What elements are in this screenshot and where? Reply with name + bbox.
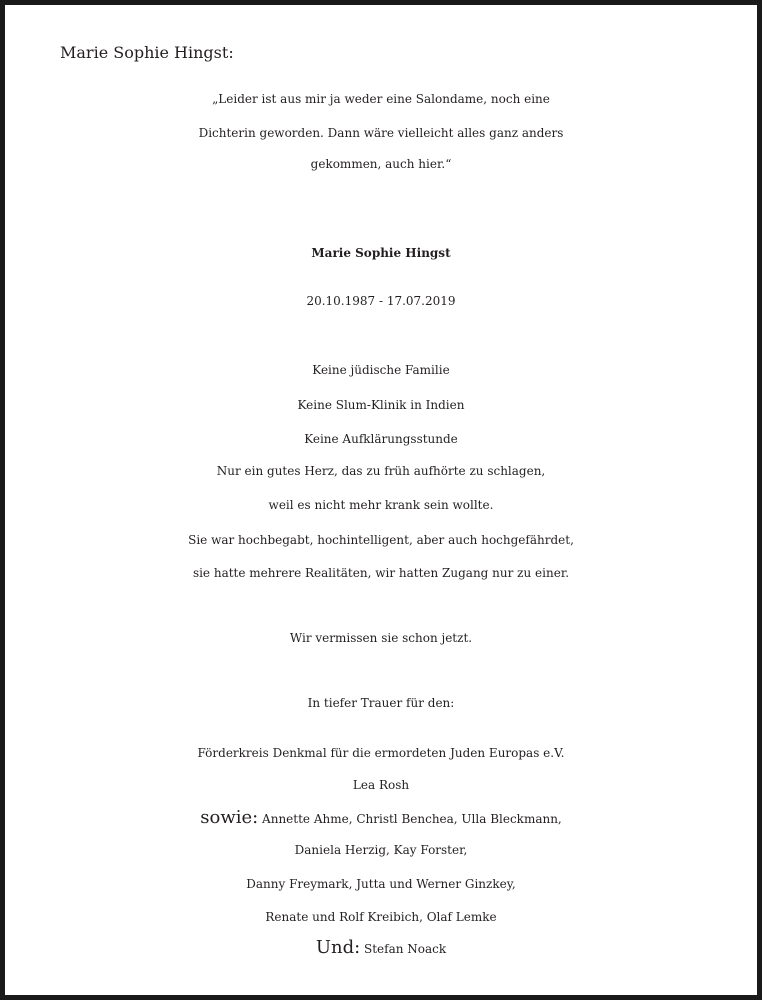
poem-line-1: Keine jüdische Familie (312, 363, 450, 377)
mourners-line-2: Daniela Herzig, Kay Forster, (294, 843, 468, 857)
mourners-line-3: Danny Freymark, Jutta und Werner Ginzkey, (246, 877, 516, 891)
poem-line-3: Keine Aufklärungsstunde (304, 432, 458, 446)
quote-attribution: Marie Sophie Hingst: (60, 43, 234, 62)
poem-line-4: Nur ein gutes Herz, das zu früh aufhörte zu schlagen, (216, 464, 546, 478)
also-label: sowie: (200, 807, 259, 828)
mourners-names-1: Annette Ahme, Christl Benchea, Ulla Bleckmann, (262, 812, 562, 826)
life-dates: 20.10.1987 - 17.07.2019 (306, 294, 456, 308)
poem-line-6: Sie war hochbegabt, hochintelligent, aber auch hochgefährdet, (188, 533, 574, 547)
mourners-line-1 (5, 803, 757, 834)
missing-statement: Wir vermissen sie schon jetzt. (289, 631, 473, 645)
final-mourner-name: Stefan Noack (364, 942, 447, 956)
and-label: Und: (315, 937, 361, 958)
quote-line-3: gekommen, auch hier.“ (310, 157, 452, 171)
chair-name: Lea Rosh (352, 778, 410, 792)
deceased-name: Marie Sophie Hingst (311, 246, 451, 260)
mourning-statement: In tiefer Trauer für den: (307, 696, 455, 710)
quote-line-2: Dichterin geworden. Dann wäre vielleicht alles ganz anders (198, 126, 564, 140)
mourners-line-4: Renate und Rolf Kreibich, Olaf Lemke (265, 910, 497, 924)
poem-line-7: sie hatte mehrere Realitäten, wir hatten Zugang nur zu einer. (192, 566, 570, 580)
organization-name: Förderkreis Denkmal für die ermordeten Juden Europas e.V. (197, 746, 565, 760)
quote-line-1: „Leider ist aus mir ja weder eine Salondame, noch eine (212, 92, 550, 106)
mourners-line-5 (5, 933, 757, 964)
poem-line-2: Keine Slum-Klinik in Indien (297, 398, 465, 412)
poem-line-5: weil es nicht mehr krank sein wollte. (268, 498, 494, 512)
